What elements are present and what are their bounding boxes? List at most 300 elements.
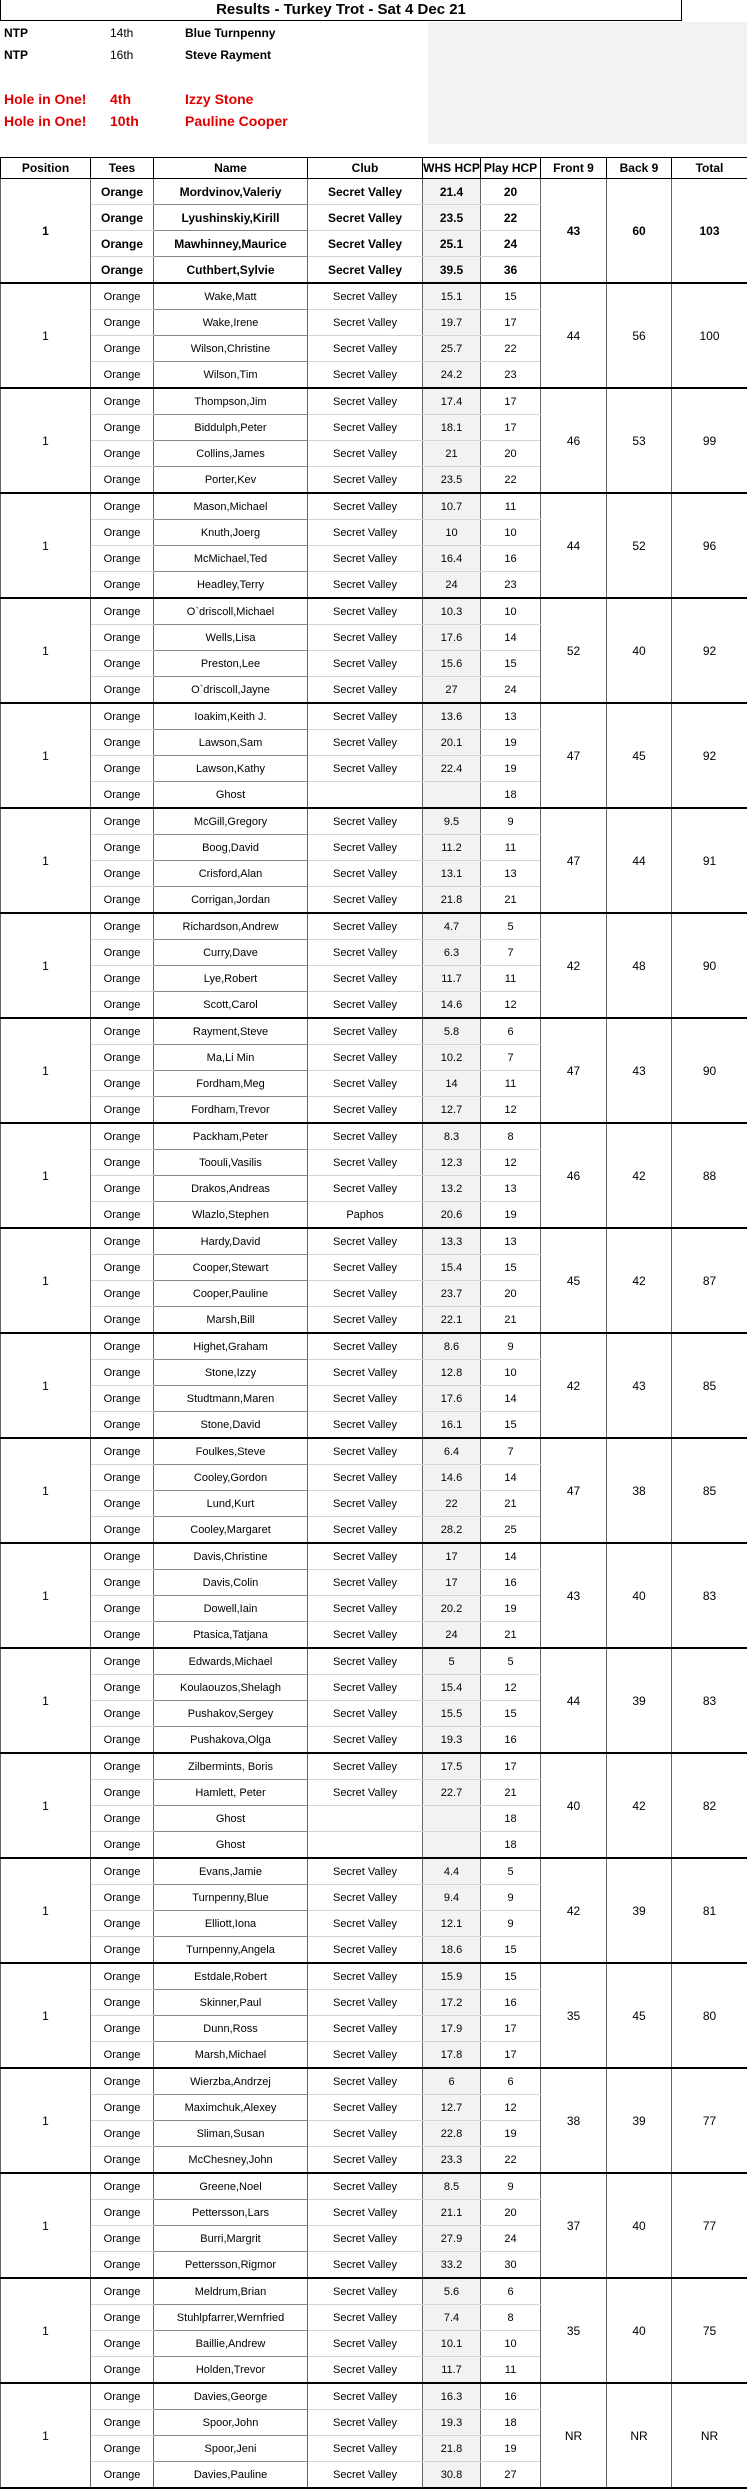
position-cell: 1 bbox=[1, 1963, 91, 2068]
tees-cell: Orange bbox=[91, 1438, 154, 1465]
position-cell: 1 bbox=[1, 1648, 91, 1753]
team-group bbox=[1, 1753, 747, 1858]
club-cell: Secret Valley bbox=[308, 992, 423, 1019]
total-score-cell: 83 bbox=[672, 1543, 747, 1648]
tees-cell: Orange bbox=[91, 730, 154, 756]
tees-cell: Orange bbox=[91, 2173, 154, 2200]
play-hcp-cell: 5 bbox=[481, 1648, 541, 1675]
tees-cell: Orange bbox=[91, 1491, 154, 1517]
club-cell: Secret Valley bbox=[308, 283, 423, 310]
whs-hcp-cell bbox=[423, 1832, 481, 1859]
play-hcp-cell: 15 bbox=[481, 1701, 541, 1727]
tees-cell: Orange bbox=[91, 1858, 154, 1885]
play-hcp-cell: 24 bbox=[481, 2226, 541, 2252]
club-cell: Secret Valley bbox=[308, 808, 423, 835]
whs-hcp-cell: 6 bbox=[423, 2068, 481, 2095]
tees-cell: Orange bbox=[91, 1937, 154, 1964]
total-score-cell: 96 bbox=[672, 493, 747, 598]
club-cell: Secret Valley bbox=[308, 861, 423, 887]
player-name-cell: Pushakova,Olga bbox=[154, 1727, 308, 1754]
club-cell: Secret Valley bbox=[308, 2305, 423, 2331]
whs-hcp-cell: 11.7 bbox=[423, 2357, 481, 2384]
player-name-cell: Pettersson,Lars bbox=[154, 2200, 308, 2226]
whs-hcp-cell: 20.6 bbox=[423, 1202, 481, 1229]
tees-cell: Orange bbox=[91, 1570, 154, 1596]
table-row bbox=[1, 1648, 747, 1675]
table-row bbox=[1, 179, 747, 205]
header-back-9: Back 9 bbox=[607, 158, 672, 179]
whs-hcp-cell: 14.6 bbox=[423, 1465, 481, 1491]
player-name-cell: Meldrum,Brian bbox=[154, 2278, 308, 2305]
player-name-cell: Hamlett, Peter bbox=[154, 1780, 308, 1806]
player-name-cell: Mason,Michael bbox=[154, 493, 308, 520]
club-cell: Secret Valley bbox=[308, 1307, 423, 1334]
back-score-cell: 42 bbox=[607, 1228, 672, 1333]
club-cell: Secret Valley bbox=[308, 179, 423, 205]
award-winner: Steve Rayment bbox=[185, 44, 271, 66]
whs-hcp-cell: 9.4 bbox=[423, 1885, 481, 1911]
results-table bbox=[0, 157, 747, 2489]
player-name-cell: Greene,Noel bbox=[154, 2173, 308, 2200]
whs-hcp-cell: 5 bbox=[423, 1648, 481, 1675]
whs-hcp-cell: 25.1 bbox=[423, 231, 481, 257]
header-play-hcp: Play HCP bbox=[481, 158, 541, 179]
whs-hcp-cell: 12.3 bbox=[423, 1150, 481, 1176]
player-name-cell: Wake,Irene bbox=[154, 310, 308, 336]
whs-hcp-cell: 13.1 bbox=[423, 861, 481, 887]
tees-cell: Orange bbox=[91, 231, 154, 257]
play-hcp-cell: 6 bbox=[481, 2068, 541, 2095]
front-score-cell: 44 bbox=[541, 283, 607, 388]
club-cell: Secret Valley bbox=[308, 1176, 423, 1202]
play-hcp-cell: 10 bbox=[481, 520, 541, 546]
tees-cell: Orange bbox=[91, 283, 154, 310]
whs-hcp-cell: 15.5 bbox=[423, 1701, 481, 1727]
player-name-cell: Lye,Robert bbox=[154, 966, 308, 992]
back-score-cell: 40 bbox=[607, 598, 672, 703]
club-cell: Secret Valley bbox=[308, 2331, 423, 2357]
whs-hcp-cell: 19.3 bbox=[423, 1727, 481, 1754]
back-score-cell: 42 bbox=[607, 1753, 672, 1858]
position-cell: 1 bbox=[1, 2068, 91, 2173]
front-score-cell: 43 bbox=[541, 1543, 607, 1648]
position-cell: 1 bbox=[1, 388, 91, 493]
club-cell: Secret Valley bbox=[308, 1543, 423, 1570]
play-hcp-cell: 12 bbox=[481, 992, 541, 1019]
award-winner: Blue Turnpenny bbox=[185, 22, 275, 44]
whs-hcp-cell: 9.5 bbox=[423, 808, 481, 835]
player-name-cell: Stone,David bbox=[154, 1412, 308, 1439]
play-hcp-cell: 16 bbox=[481, 1570, 541, 1596]
club-cell: Secret Valley bbox=[308, 231, 423, 257]
back-score-cell: 40 bbox=[607, 2173, 672, 2278]
club-cell bbox=[308, 782, 423, 809]
play-hcp-cell: 14 bbox=[481, 1543, 541, 1570]
tees-cell: Orange bbox=[91, 1990, 154, 2016]
player-name-cell: Stuhlpfarrer,Wernfried bbox=[154, 2305, 308, 2331]
whs-hcp-cell: 19.7 bbox=[423, 310, 481, 336]
whs-hcp-cell: 15.1 bbox=[423, 283, 481, 310]
whs-hcp-cell: 17.2 bbox=[423, 1990, 481, 2016]
tees-cell: Orange bbox=[91, 992, 154, 1019]
whs-hcp-cell: 25.7 bbox=[423, 336, 481, 362]
team-group bbox=[1, 598, 747, 703]
tees-cell: Orange bbox=[91, 388, 154, 415]
player-name-cell: Ghost bbox=[154, 782, 308, 809]
whs-hcp-cell: 6.4 bbox=[423, 1438, 481, 1465]
club-cell: Secret Valley bbox=[308, 2357, 423, 2384]
tees-cell: Orange bbox=[91, 1832, 154, 1859]
play-hcp-cell: 36 bbox=[481, 257, 541, 284]
tees-cell: Orange bbox=[91, 1675, 154, 1701]
club-cell: Secret Valley bbox=[308, 467, 423, 494]
total-score-cell: 90 bbox=[672, 1018, 747, 1123]
position-cell: 1 bbox=[1, 913, 91, 1018]
header-front-9: Front 9 bbox=[541, 158, 607, 179]
header-tees: Tees bbox=[91, 158, 154, 179]
player-name-cell: Marsh,Michael bbox=[154, 2042, 308, 2069]
play-hcp-cell: 23 bbox=[481, 362, 541, 389]
whs-hcp-cell: 16.4 bbox=[423, 546, 481, 572]
tees-cell: Orange bbox=[91, 2226, 154, 2252]
whs-hcp-cell: 24.2 bbox=[423, 362, 481, 389]
player-name-cell: Lund,Kurt bbox=[154, 1491, 308, 1517]
team-group bbox=[1, 1228, 747, 1333]
player-name-cell: Stone,Izzy bbox=[154, 1360, 308, 1386]
play-hcp-cell: 7 bbox=[481, 940, 541, 966]
player-name-cell: Maximchuk,Alexey bbox=[154, 2095, 308, 2121]
whs-hcp-cell: 14.6 bbox=[423, 992, 481, 1019]
table-row bbox=[1, 1543, 747, 1570]
table-row bbox=[1, 2068, 747, 2095]
whs-hcp-cell: 21 bbox=[423, 441, 481, 467]
team-group bbox=[1, 388, 747, 493]
back-score-cell: 43 bbox=[607, 1333, 672, 1438]
club-cell: Secret Valley bbox=[308, 1727, 423, 1754]
tees-cell: Orange bbox=[91, 1281, 154, 1307]
play-hcp-cell: 17 bbox=[481, 1753, 541, 1780]
player-name-cell: Dunn,Ross bbox=[154, 2016, 308, 2042]
awards-section bbox=[0, 22, 747, 144]
club-cell: Secret Valley bbox=[308, 2173, 423, 2200]
position-cell: 1 bbox=[1, 808, 91, 913]
play-hcp-cell: 18 bbox=[481, 782, 541, 809]
front-score-cell: 45 bbox=[541, 1228, 607, 1333]
whs-hcp-cell: 4.7 bbox=[423, 913, 481, 940]
play-hcp-cell: 17 bbox=[481, 310, 541, 336]
whs-hcp-cell: 11.2 bbox=[423, 835, 481, 861]
tees-cell: Orange bbox=[91, 966, 154, 992]
club-cell: Secret Valley bbox=[308, 1701, 423, 1727]
player-name-cell: Baillie,Andrew bbox=[154, 2331, 308, 2357]
club-cell: Secret Valley bbox=[308, 205, 423, 231]
player-name-cell: Crisford,Alan bbox=[154, 861, 308, 887]
play-hcp-cell: 15 bbox=[481, 283, 541, 310]
whs-hcp-cell: 30.8 bbox=[423, 2462, 481, 2489]
player-name-cell: Mawhinney,Maurice bbox=[154, 231, 308, 257]
play-hcp-cell: 15 bbox=[481, 1963, 541, 1990]
whs-hcp-cell: 18.6 bbox=[423, 1937, 481, 1964]
player-name-cell: Fordham,Trevor bbox=[154, 1097, 308, 1124]
play-hcp-cell: 8 bbox=[481, 1123, 541, 1150]
play-hcp-cell: 11 bbox=[481, 493, 541, 520]
play-hcp-cell: 6 bbox=[481, 1018, 541, 1045]
player-name-cell: Curry,Dave bbox=[154, 940, 308, 966]
play-hcp-cell: 9 bbox=[481, 1885, 541, 1911]
club-cell: Secret Valley bbox=[308, 1990, 423, 2016]
whs-hcp-cell: 14 bbox=[423, 1071, 481, 1097]
play-hcp-cell: 22 bbox=[481, 205, 541, 231]
whs-hcp-cell: 19.3 bbox=[423, 2410, 481, 2436]
club-cell: Secret Valley bbox=[308, 493, 423, 520]
play-hcp-cell: 9 bbox=[481, 1911, 541, 1937]
player-name-cell: Preston,Lee bbox=[154, 651, 308, 677]
play-hcp-cell: 23 bbox=[481, 572, 541, 599]
back-score-cell: NR bbox=[607, 2383, 672, 2488]
tees-cell: Orange bbox=[91, 1045, 154, 1071]
club-cell: Secret Valley bbox=[308, 1438, 423, 1465]
front-score-cell: 44 bbox=[541, 493, 607, 598]
club-cell: Secret Valley bbox=[308, 1858, 423, 1885]
tees-cell: Orange bbox=[91, 940, 154, 966]
tees-cell: Orange bbox=[91, 1097, 154, 1124]
back-score-cell: 45 bbox=[607, 1963, 672, 2068]
play-hcp-cell: 24 bbox=[481, 677, 541, 704]
team-group bbox=[1, 1963, 747, 2068]
whs-hcp-cell: 22.1 bbox=[423, 1307, 481, 1334]
player-name-cell: Marsh,Bill bbox=[154, 1307, 308, 1334]
front-score-cell: 47 bbox=[541, 1438, 607, 1543]
play-hcp-cell: 19 bbox=[481, 730, 541, 756]
award-type: NTP bbox=[4, 44, 28, 66]
club-cell: Secret Valley bbox=[308, 2068, 423, 2095]
club-cell: Secret Valley bbox=[308, 1596, 423, 1622]
player-name-cell: Hardy,David bbox=[154, 1228, 308, 1255]
tees-cell: Orange bbox=[91, 1885, 154, 1911]
tees-cell: Orange bbox=[91, 205, 154, 231]
play-hcp-cell: 21 bbox=[481, 1307, 541, 1334]
club-cell: Secret Valley bbox=[308, 2410, 423, 2436]
player-name-cell: Fordham,Meg bbox=[154, 1071, 308, 1097]
tees-cell: Orange bbox=[91, 808, 154, 835]
player-name-cell: Cooper,Stewart bbox=[154, 1255, 308, 1281]
player-name-cell: Koulaouzos,Shelagh bbox=[154, 1675, 308, 1701]
total-score-cell: 87 bbox=[672, 1228, 747, 1333]
whs-hcp-cell: 24 bbox=[423, 572, 481, 599]
tees-cell: Orange bbox=[91, 2462, 154, 2489]
back-score-cell: 42 bbox=[607, 1123, 672, 1228]
tees-cell: Orange bbox=[91, 677, 154, 704]
whs-hcp-cell bbox=[423, 1806, 481, 1832]
tees-cell: Orange bbox=[91, 1360, 154, 1386]
player-name-cell: Ghost bbox=[154, 1832, 308, 1859]
back-score-cell: 48 bbox=[607, 913, 672, 1018]
award-hole: 4th bbox=[110, 88, 131, 110]
front-score-cell: 47 bbox=[541, 808, 607, 913]
player-name-cell: Foulkes,Steve bbox=[154, 1438, 308, 1465]
whs-hcp-cell: 21.8 bbox=[423, 2436, 481, 2462]
play-hcp-cell: 19 bbox=[481, 1202, 541, 1229]
play-hcp-cell: 12 bbox=[481, 1675, 541, 1701]
award-winner: Pauline Cooper bbox=[185, 110, 288, 132]
table-row bbox=[1, 1858, 747, 1885]
whs-hcp-cell: 12.7 bbox=[423, 2095, 481, 2121]
tees-cell: Orange bbox=[91, 493, 154, 520]
front-score-cell: 37 bbox=[541, 2173, 607, 2278]
play-hcp-cell: 18 bbox=[481, 1832, 541, 1859]
whs-hcp-cell: 15.4 bbox=[423, 1255, 481, 1281]
player-name-cell: Lyushinskiy,Kirill bbox=[154, 205, 308, 231]
club-cell: Secret Valley bbox=[308, 1675, 423, 1701]
play-hcp-cell: 13 bbox=[481, 1228, 541, 1255]
position-cell: 1 bbox=[1, 2173, 91, 2278]
tees-cell: Orange bbox=[91, 1071, 154, 1097]
whs-hcp-cell: 28.2 bbox=[423, 1517, 481, 1544]
player-name-cell: Spoor,John bbox=[154, 2410, 308, 2436]
play-hcp-cell: 27 bbox=[481, 2462, 541, 2489]
position-cell: 1 bbox=[1, 1123, 91, 1228]
back-score-cell: 60 bbox=[607, 179, 672, 284]
whs-hcp-cell: 11.7 bbox=[423, 966, 481, 992]
award-row bbox=[0, 22, 747, 44]
club-cell: Secret Valley bbox=[308, 1517, 423, 1544]
club-cell: Secret Valley bbox=[308, 1937, 423, 1964]
play-hcp-cell: 12 bbox=[481, 1097, 541, 1124]
header-name: Name bbox=[154, 158, 308, 179]
front-score-cell: 35 bbox=[541, 1963, 607, 2068]
whs-hcp-cell: 12.7 bbox=[423, 1097, 481, 1124]
club-cell: Secret Valley bbox=[308, 1018, 423, 1045]
front-score-cell: 47 bbox=[541, 1018, 607, 1123]
tees-cell: Orange bbox=[91, 625, 154, 651]
club-cell: Secret Valley bbox=[308, 336, 423, 362]
back-score-cell: 45 bbox=[607, 703, 672, 808]
club-cell: Secret Valley bbox=[308, 2042, 423, 2069]
front-score-cell: 47 bbox=[541, 703, 607, 808]
player-name-cell: O`driscoll,Jayne bbox=[154, 677, 308, 704]
club-cell: Secret Valley bbox=[308, 1333, 423, 1360]
whs-hcp-cell: 12.8 bbox=[423, 1360, 481, 1386]
total-score-cell: 81 bbox=[672, 1858, 747, 1963]
play-hcp-cell: 11 bbox=[481, 835, 541, 861]
club-cell: Secret Valley bbox=[308, 1570, 423, 1596]
tees-cell: Orange bbox=[91, 572, 154, 599]
play-hcp-cell: 9 bbox=[481, 808, 541, 835]
header-club: Club bbox=[308, 158, 423, 179]
whs-hcp-cell: 23.7 bbox=[423, 1281, 481, 1307]
whs-hcp-cell: 17.5 bbox=[423, 1753, 481, 1780]
player-name-cell: Edwards,Michael bbox=[154, 1648, 308, 1675]
total-score-cell: 92 bbox=[672, 598, 747, 703]
play-hcp-cell: 19 bbox=[481, 2436, 541, 2462]
player-name-cell: Davies,George bbox=[154, 2383, 308, 2410]
player-name-cell: Wake,Matt bbox=[154, 283, 308, 310]
front-score-cell: 46 bbox=[541, 1123, 607, 1228]
back-score-cell: 53 bbox=[607, 388, 672, 493]
whs-hcp-cell: 22 bbox=[423, 1491, 481, 1517]
club-cell: Secret Valley bbox=[308, 2226, 423, 2252]
player-name-cell: Pettersson,Rigmor bbox=[154, 2252, 308, 2279]
tees-cell: Orange bbox=[91, 2305, 154, 2331]
club-cell: Secret Valley bbox=[308, 651, 423, 677]
club-cell: Secret Valley bbox=[308, 1780, 423, 1806]
back-score-cell: 38 bbox=[607, 1438, 672, 1543]
table-row bbox=[1, 703, 747, 730]
total-score-cell: 85 bbox=[672, 1333, 747, 1438]
tees-cell: Orange bbox=[91, 2357, 154, 2384]
play-hcp-cell: 9 bbox=[481, 2173, 541, 2200]
play-hcp-cell: 14 bbox=[481, 1386, 541, 1412]
tees-cell: Orange bbox=[91, 2331, 154, 2357]
header-row bbox=[1, 158, 747, 179]
position-cell: 1 bbox=[1, 2278, 91, 2383]
player-name-cell: Toouli,Vasilis bbox=[154, 1150, 308, 1176]
player-name-cell: Ptasica,Tatjana bbox=[154, 1622, 308, 1649]
whs-hcp-cell: 17.4 bbox=[423, 388, 481, 415]
play-hcp-cell: 8 bbox=[481, 2305, 541, 2331]
tees-cell: Orange bbox=[91, 1596, 154, 1622]
whs-hcp-cell: 17 bbox=[423, 1570, 481, 1596]
whs-hcp-cell: 10.2 bbox=[423, 1045, 481, 1071]
whs-hcp-cell: 17.9 bbox=[423, 2016, 481, 2042]
award-type: Hole in One! bbox=[4, 88, 86, 110]
club-cell: Paphos bbox=[308, 1202, 423, 1229]
tees-cell: Orange bbox=[91, 257, 154, 284]
player-name-cell: Headley,Terry bbox=[154, 572, 308, 599]
total-score-cell: 85 bbox=[672, 1438, 747, 1543]
club-cell: Secret Valley bbox=[308, 598, 423, 625]
player-name-cell: Davis,Christine bbox=[154, 1543, 308, 1570]
play-hcp-cell: 22 bbox=[481, 2147, 541, 2174]
table-row bbox=[1, 2173, 747, 2200]
tees-cell: Orange bbox=[91, 179, 154, 205]
team-group bbox=[1, 808, 747, 913]
tees-cell: Orange bbox=[91, 887, 154, 914]
play-hcp-cell: 10 bbox=[481, 2331, 541, 2357]
tees-cell: Orange bbox=[91, 1780, 154, 1806]
play-hcp-cell: 16 bbox=[481, 546, 541, 572]
whs-hcp-cell: 4.4 bbox=[423, 1858, 481, 1885]
club-cell: Secret Valley bbox=[308, 625, 423, 651]
player-name-cell: Lawson,Kathy bbox=[154, 756, 308, 782]
team-group bbox=[1, 1438, 747, 1543]
club-cell: Secret Valley bbox=[308, 2121, 423, 2147]
header-total: Total bbox=[672, 158, 747, 179]
play-hcp-cell: 21 bbox=[481, 1491, 541, 1517]
club-cell: Secret Valley bbox=[308, 1045, 423, 1071]
back-score-cell: 39 bbox=[607, 1648, 672, 1753]
whs-hcp-cell: 23.5 bbox=[423, 205, 481, 231]
player-name-cell: Knuth,Joerg bbox=[154, 520, 308, 546]
total-score-cell: 100 bbox=[672, 283, 747, 388]
tees-cell: Orange bbox=[91, 1701, 154, 1727]
tees-cell: Orange bbox=[91, 835, 154, 861]
tees-cell: Orange bbox=[91, 2042, 154, 2069]
table-row bbox=[1, 808, 747, 835]
player-name-cell: Turnpenny,Blue bbox=[154, 1885, 308, 1911]
tees-cell: Orange bbox=[91, 1386, 154, 1412]
play-hcp-cell: 10 bbox=[481, 598, 541, 625]
whs-hcp-cell: 18.1 bbox=[423, 415, 481, 441]
tees-cell: Orange bbox=[91, 1202, 154, 1229]
tees-cell: Orange bbox=[91, 1911, 154, 1937]
team-group bbox=[1, 493, 747, 598]
player-name-cell: Cooley,Gordon bbox=[154, 1465, 308, 1491]
player-name-cell: Cooper,Pauline bbox=[154, 1281, 308, 1307]
whs-hcp-cell: 17.6 bbox=[423, 625, 481, 651]
team-group bbox=[1, 913, 747, 1018]
play-hcp-cell: 12 bbox=[481, 2095, 541, 2121]
